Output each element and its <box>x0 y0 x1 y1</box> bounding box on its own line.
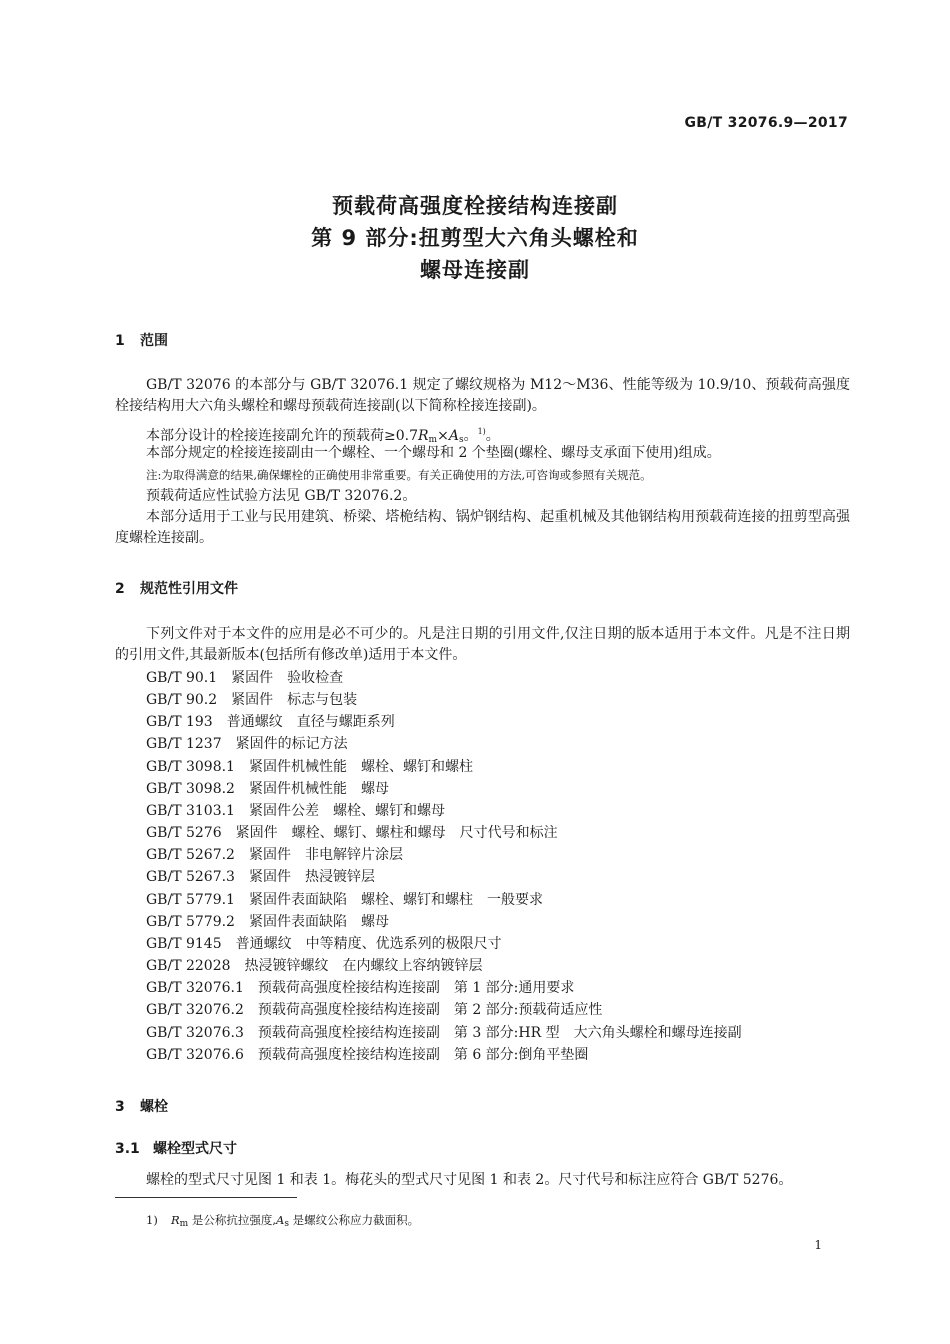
standard-code: GB/T 32076.9—2017 <box>684 115 848 131</box>
reference-item: GB/T 5779.1 紧固件表面缺陷 螺栓、螺钉和螺柱 一般要求 <box>146 891 543 908</box>
section-number: 3 <box>115 1099 125 1115</box>
section-3-heading <box>115 1096 168 1116</box>
subsection-number: 3.1 <box>115 1141 140 1157</box>
reference-item: GB/T 3098.1 紧固件机械性能 螺栓、螺钉和螺柱 <box>146 758 473 775</box>
note-label: 注: <box>146 468 162 482</box>
scope-paragraph-3: 本部分规定的栓接连接副由一个螺栓、一个螺母和 2 个垫圈(螺栓、螺母支承面下使用)组成。 <box>146 445 721 461</box>
section-title: 范围 <box>140 333 168 349</box>
scope-paragraph-1: GB/T 32076 的本部分与 GB/T 32076.1 规定了螺纹规格为 M12～M36、性能等级为 10.9/10、预载荷高强度栓接结构用大六角头螺栓和螺母预载荷连接副(以下简称栓接连接副)。 <box>115 377 850 414</box>
reference-item: GB/T 90.1 紧固件 验收检查 <box>146 670 344 686</box>
scope-note <box>146 467 846 483</box>
footnote-divider <box>115 1197 297 1198</box>
title-line-2: 第 9 部分:扭剪型大六角头螺栓和 <box>311 226 639 250</box>
scope-paragraph-5: 本部分适用于工业与民用建筑、桥梁、塔桅结构、锅炉钢结构、起重机械及其他钢结构用预载荷连接的扭剪型高强度螺栓连接副。 <box>115 509 850 546</box>
title-line-1: 预载荷高强度栓接结构连接副 <box>332 194 618 218</box>
reference-item: GB/T 32076.6 预载荷高强度栓接结构连接副 第 6 部分:倒角平垫圈 <box>146 1046 589 1063</box>
footnote: 1) $R_m$ 是公称抗拉强度$,A_s$ 是螺纹公称应力截面积。 <box>146 1213 420 1229</box>
reference-list <box>146 667 742 1066</box>
document-title <box>0 190 950 286</box>
scope-paragraph-2: 本部分设计的栓接连接副允许的预载荷$\ge 0.7R_m\times A_s$。$^{1)}$。 <box>146 427 500 445</box>
note-text: 为取得满意的结果,确保螺栓的正确使用非常重要。有关正确使用的方法,可咨询或参照有关规范。 <box>161 468 652 482</box>
references-intro: 下列文件对于本文件的应用是必不可少的。凡是注日期的引用文件,仅注日期的版本适用于本文件。凡是不注日期的引用文件,其最新版本(包括所有修改单)适用于本文件。 <box>115 626 850 663</box>
footnote-mark: 1) <box>146 1213 158 1227</box>
section-2-heading <box>115 578 238 598</box>
scope-paragraph-4: 预载荷适应性试验方法见 GB/T 32076.2。 <box>146 488 417 504</box>
title-line-3: 螺母连接副 <box>420 258 530 282</box>
reference-item: GB/T 32076.3 预载荷高强度栓接结构连接副 第 3 部分:HR 型 大六角头螺栓和螺母连接副 <box>146 1024 742 1041</box>
reference-item: GB/T 1237 紧固件的标记方法 <box>146 736 348 753</box>
reference-item: GB/T 5267.3 紧固件 热浸镀锌层 <box>146 869 375 886</box>
reference-item: GB/T 3103.1 紧固件公差 螺栓、螺钉和螺母 <box>146 802 445 819</box>
reference-item: GB/T 5267.2 紧固件 非电解锌片涂层 <box>146 847 403 864</box>
section-number: 1 <box>115 333 125 349</box>
reference-item: GB/T 3098.2 紧固件机械性能 螺母 <box>146 780 389 797</box>
section-title: 规范性引用文件 <box>140 581 238 597</box>
reference-item: GB/T 5779.2 紧固件表面缺陷 螺母 <box>146 913 389 930</box>
footnote-ref: 1) <box>477 427 486 436</box>
reference-item: GB/T 90.2 紧固件 标志与包装 <box>146 692 358 709</box>
reference-item: GB/T 32076.1 预载荷高强度栓接结构连接副 第 1 部分:通用要求 <box>146 980 575 997</box>
page-number: 1 <box>814 1238 822 1252</box>
section-title: 螺栓 <box>140 1099 168 1115</box>
section-3-1-heading <box>115 1138 237 1158</box>
bolt-dimensions-paragraph: 螺栓的型式尺寸见图 1 和表 1。梅花头的型式尺寸见图 1 和表 2。尺寸代号和标注应符合 GB/T 5276。 <box>146 1172 793 1188</box>
reference-item: GB/T 22028 热浸镀锌螺纹 在内螺纹上容纳镀锌层 <box>146 958 483 975</box>
reference-item: GB/T 9145 普通螺纹 中等精度、优选系列的极限尺寸 <box>146 935 502 952</box>
reference-item: GB/T 5276 紧固件 螺栓、螺钉、螺柱和螺母 尺寸代号和标注 <box>146 825 558 842</box>
section-1-heading <box>115 330 168 350</box>
subsection-title: 螺栓型式尺寸 <box>153 1141 237 1157</box>
reference-item: GB/T 32076.2 预载荷高强度栓接结构连接副 第 2 部分:预载荷适应性 <box>146 1002 603 1019</box>
reference-item: GB/T 193 普通螺纹 直径与螺距系列 <box>146 714 395 731</box>
section-number: 2 <box>115 581 125 597</box>
